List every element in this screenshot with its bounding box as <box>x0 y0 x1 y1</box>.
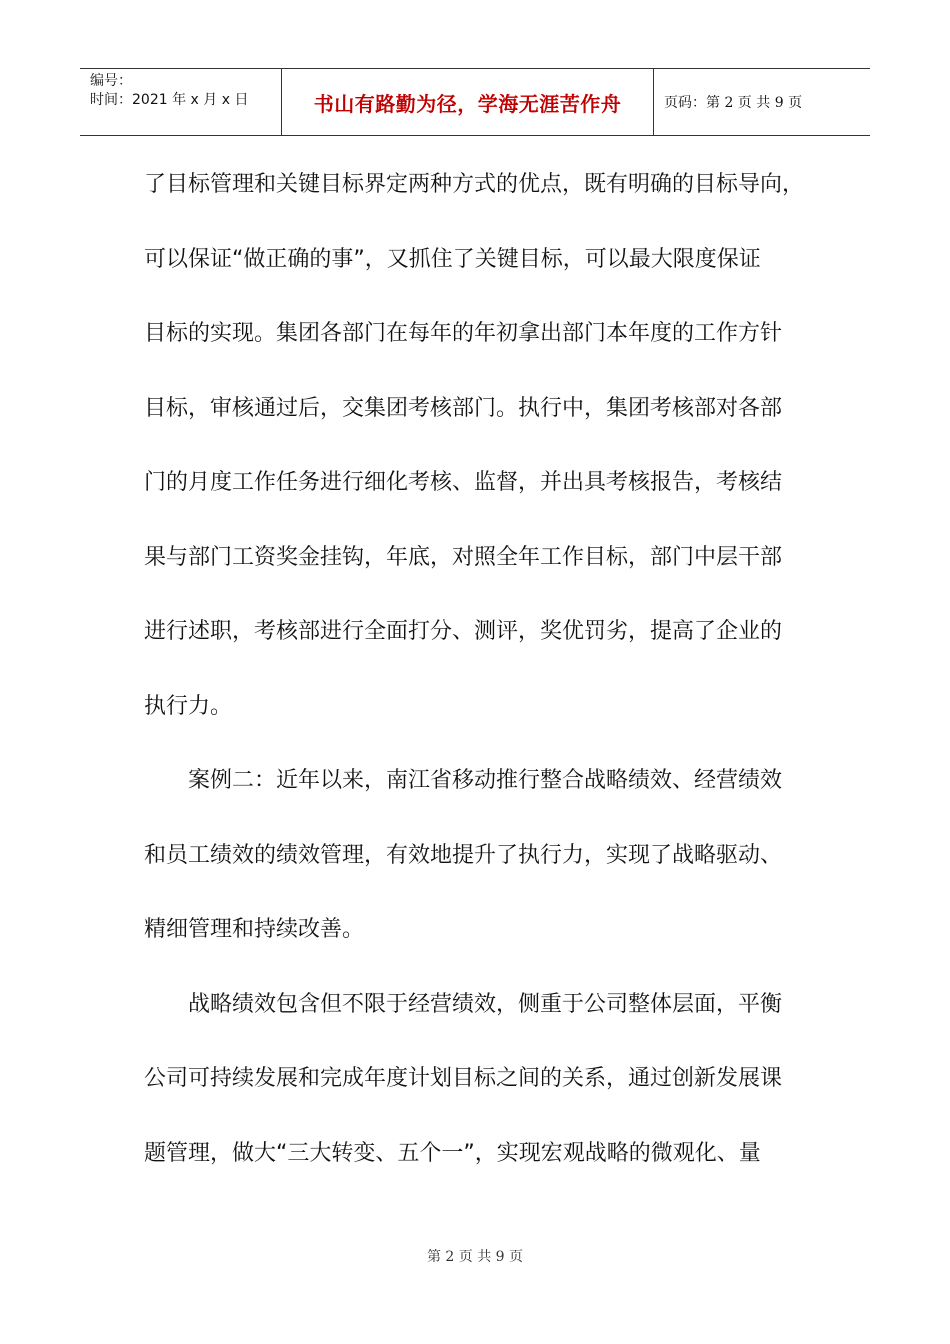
document-date-label: 时间：2021 年 x 月 x 日 <box>90 92 249 108</box>
document-number-label: 编号： <box>90 73 132 89</box>
body-line: 执行力。 <box>144 693 233 719</box>
paragraph-start-line: 案例二：近年以来，南江省移动推行整合战略绩效、经营绩效 <box>188 768 783 793</box>
body-line: 目标，审核通过后，交集团考核部门。执行中，集团考核部对各部 <box>144 395 783 421</box>
body-line: 果与部门工资奖金挂钩，年底，对照全年工作目标，部门中层干部 <box>144 544 783 570</box>
document-body <box>144 148 804 1191</box>
body-line: 目标的实现。集团各部门在每年的年初拿出部门本年度的工作方针 <box>144 321 783 346</box>
body-line: 题管理，做大“三大转变、五个一”，实现宏观战略的微观化、量 <box>144 1140 761 1166</box>
body-line: 可以保证“做正确的事”，又抓住了关键目标，可以最大限度保证 <box>144 246 761 272</box>
paragraph-start-line: 战略绩效包含但不限于经营绩效，侧重于公司整体层面，平衡 <box>188 991 783 1017</box>
body-line: 门的月度工作任务进行细化考核、监督，并出具考核报告，考核结 <box>144 470 783 495</box>
body-line: 和员工绩效的绩效管理，有效地提升了执行力，实现了战略驱动、 <box>144 842 783 868</box>
header-motto: 书山有路勤为径，学海无涯苦作舟 <box>282 69 654 135</box>
header-meta <box>80 69 282 135</box>
body-line: 精细管理和持续改善。 <box>144 917 365 942</box>
page-header <box>80 68 870 136</box>
body-line: 公司可持续发展和完成年度计划目标之间的关系，通过创新发展课 <box>144 1066 783 1091</box>
header-page-number: 页码：第 2 页 共 9 页 <box>664 95 803 111</box>
page-footer: 第 2 页 共 9 页 <box>426 1249 524 1265</box>
body-line: 了目标管理和关键目标界定两种方式的优点，既有明确的目标导向， <box>144 172 805 197</box>
body-line: 进行述职，考核部进行全面打分、测评，奖优罚劣，提高了企业的 <box>144 619 783 644</box>
